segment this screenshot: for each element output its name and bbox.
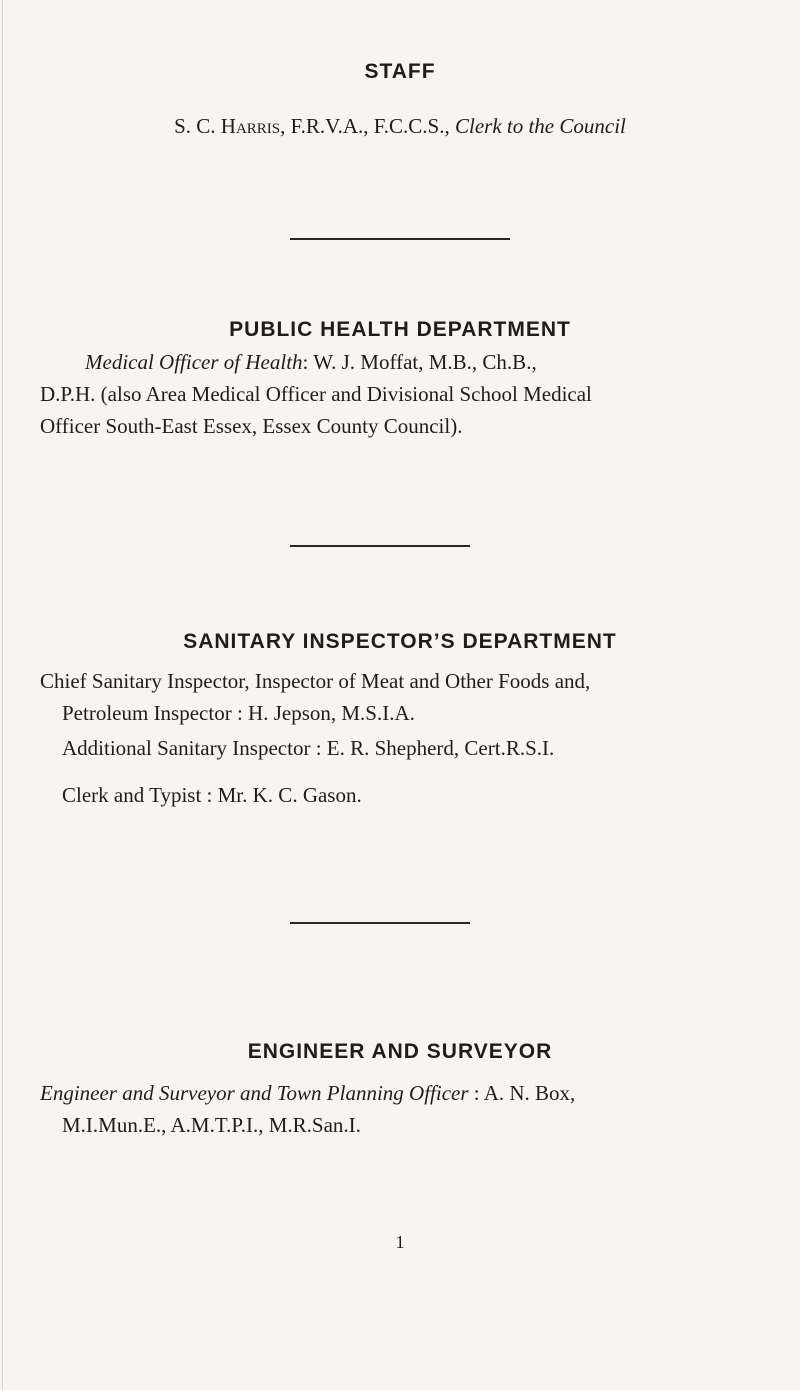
moh-name: W. J. Moffat, M.B., Ch.B.,	[308, 350, 537, 374]
engineer-paragraph	[40, 1077, 770, 1141]
engineer-role: Engineer and Surveyor and Town Planning Officer	[40, 1081, 469, 1105]
chief-line-2: Petroleum Inspector : H. Jepson, M.S.I.A.	[62, 701, 415, 725]
divider-rule	[290, 922, 470, 924]
moh-colon: :	[302, 350, 309, 374]
moh-role: Medical Officer of Health	[85, 350, 303, 374]
clerk-initials: S. C.	[174, 114, 221, 138]
clerk-qualifications: , F.R.V.A., F.C.C.S.,	[280, 114, 455, 138]
sanitary-heading: SANITARY INSPECTOR’S DEPARTMENT	[183, 630, 617, 653]
engineer-line-2: M.I.Mun.E., A.M.T.P.I., M.R.San.I.	[62, 1113, 361, 1137]
public-health-heading: PUBLIC HEALTH DEPARTMENT	[229, 318, 571, 341]
chief-line-1: Chief Sanitary Inspector, Inspector of Meat and Other Foods and,	[40, 669, 591, 693]
additional-inspector-line: Additional Sanitary Inspector : E. R. Shepherd, Cert.R.S.I.	[62, 736, 555, 760]
page-number: 1	[395, 1232, 405, 1252]
divider-rule	[290, 238, 510, 240]
clerk-role: Clerk to the Council	[454, 114, 626, 138]
page-title: STAFF	[364, 60, 436, 83]
moh-line-2: D.P.H. (also Area Medical Officer and Divisional School Medical	[40, 382, 592, 406]
engineer-heading: ENGINEER AND SURVEYOR	[247, 1040, 553, 1063]
clerk-surname: Harris	[220, 114, 281, 138]
page-edge	[2, 0, 3, 1390]
medical-officer-paragraph	[40, 346, 770, 442]
moh-line-3: Officer South-East Essex, Essex County Council).	[40, 414, 463, 438]
moh-line-1	[40, 346, 770, 378]
chief-sanitary-paragraph	[40, 665, 770, 729]
engineer-name: : A. N. Box,	[468, 1081, 576, 1105]
engineer-line-1	[40, 1077, 770, 1109]
clerk-typist-line: Clerk and Typist : Mr. K. C. Gason.	[62, 783, 362, 807]
divider-rule	[290, 545, 470, 547]
clerk-to-council-line	[0, 114, 800, 139]
